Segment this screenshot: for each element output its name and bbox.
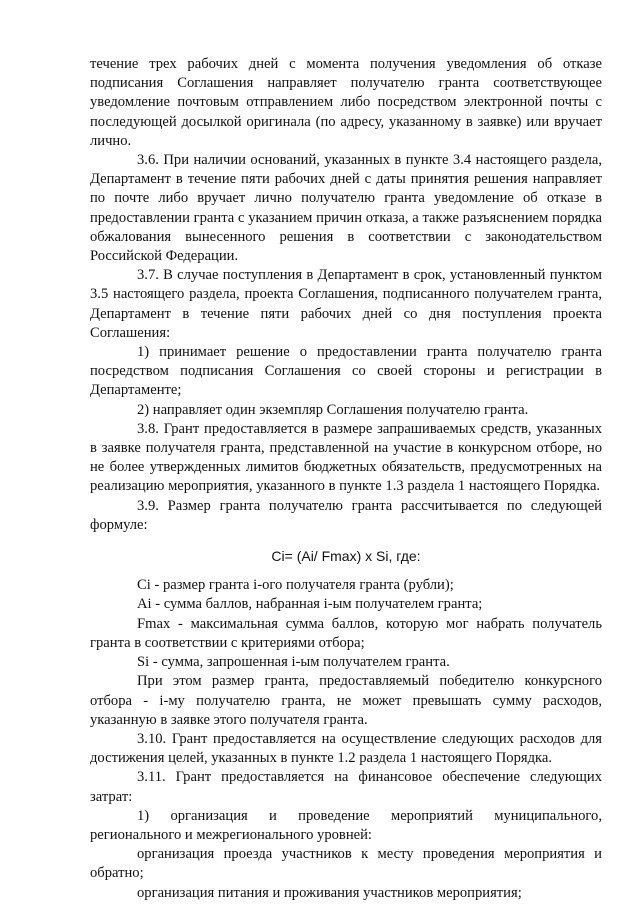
paragraph: 3.10. Грант предоставляется на осуществление следующих расходов для достижения целей, указанных в пункте 1.2 раздела 1 настоящего Порядка. (90, 730, 602, 767)
paragraph: организация питания и проживания участников мероприятия; (137, 884, 522, 901)
paragraph: 1) организация и проведение мероприятий муниципального, регионального и межрегионального уровней: (90, 807, 602, 843)
paragraph: 1) принимает решение о предоставлении гранта получателю гранта посредством подписания Соглашения со своей стороны и регистрации в Департаменте; (90, 344, 602, 399)
paragraph: 2) направляет один экземпляр Соглашения получателю гранта. (137, 401, 529, 418)
paragraph: организация проезда участников к месту проведения мероприятия и обратно; (90, 846, 602, 882)
paragraph: 3.7. В случае поступления в Департамент в срок, установленный пунктом 3.5 настоящего раздела, проекта Соглашения, подписанного получателем гранта, Департамент в течение пяти рабочих дней со дня поступления проекта Соглашения: (90, 267, 602, 341)
paragraph: 3.6. При наличии оснований, указанных в пункте 3.4 настоящего раздела, Департамент в течение пяти рабочих дней с даты принятия решения направляет по почте либо вручает лично получателю гранта уведомление об отказе в предоставлении гранта с указанием причин отказа, а также разъяснением порядка обжалования вынесенного решения в соответствии с законодательством Российской Федерации. (90, 152, 602, 265)
paragraph: течение трех рабочих дней с момента получения уведомления об отказе подписания Соглашения направляет получателю гранта соответствующее уведомление почтовым отправлением либо посредством электронной почты с последующей досылкой оригинала (по адресу, указанному в заявке) или вручает лично. (90, 56, 602, 149)
paragraph: 3.8. Грант предоставляется в размере запрашиваемых средств, указанных в заявке получателя гранта, представленной на участие в конкурсном отборе, но не более утвержденных лимитов бюджетных обязательств, предусмотренных на реализацию мероприятия, указанного в пункте 1.3 раздела 1 настоящего Порядка. (90, 420, 602, 495)
paragraph: При этом размер гранта, предоставляемый победителю конкурсного отбора - i-му получателю гранта, не может превышать сумму расходов, указанную в заявке этого получателя гранта. (90, 673, 602, 728)
paragraph: Ai - сумма баллов, набранная i-ым получателем гранта; (137, 596, 483, 613)
formula: Ci= (Ai/ Fmax) x Si, где: (271, 548, 421, 565)
paragraph: Fmax - максимальная сумма баллов, которую мог набрать получатель гранта в соответствии с критериями отбора; (90, 615, 602, 651)
paragraph: Si - сумма, запрошенная i-ым получателем гранта. (137, 654, 450, 671)
paragraph: 3.9. Размер гранта получателю гранта рассчитывается по следующей формуле: (90, 497, 602, 533)
paragraph: 3.11. Грант предоставляется на финансовое обеспечение следующих затрат: (90, 769, 602, 805)
paragraph: Ci - размер гранта i-ого получателя гранта (рубли); (137, 577, 454, 594)
